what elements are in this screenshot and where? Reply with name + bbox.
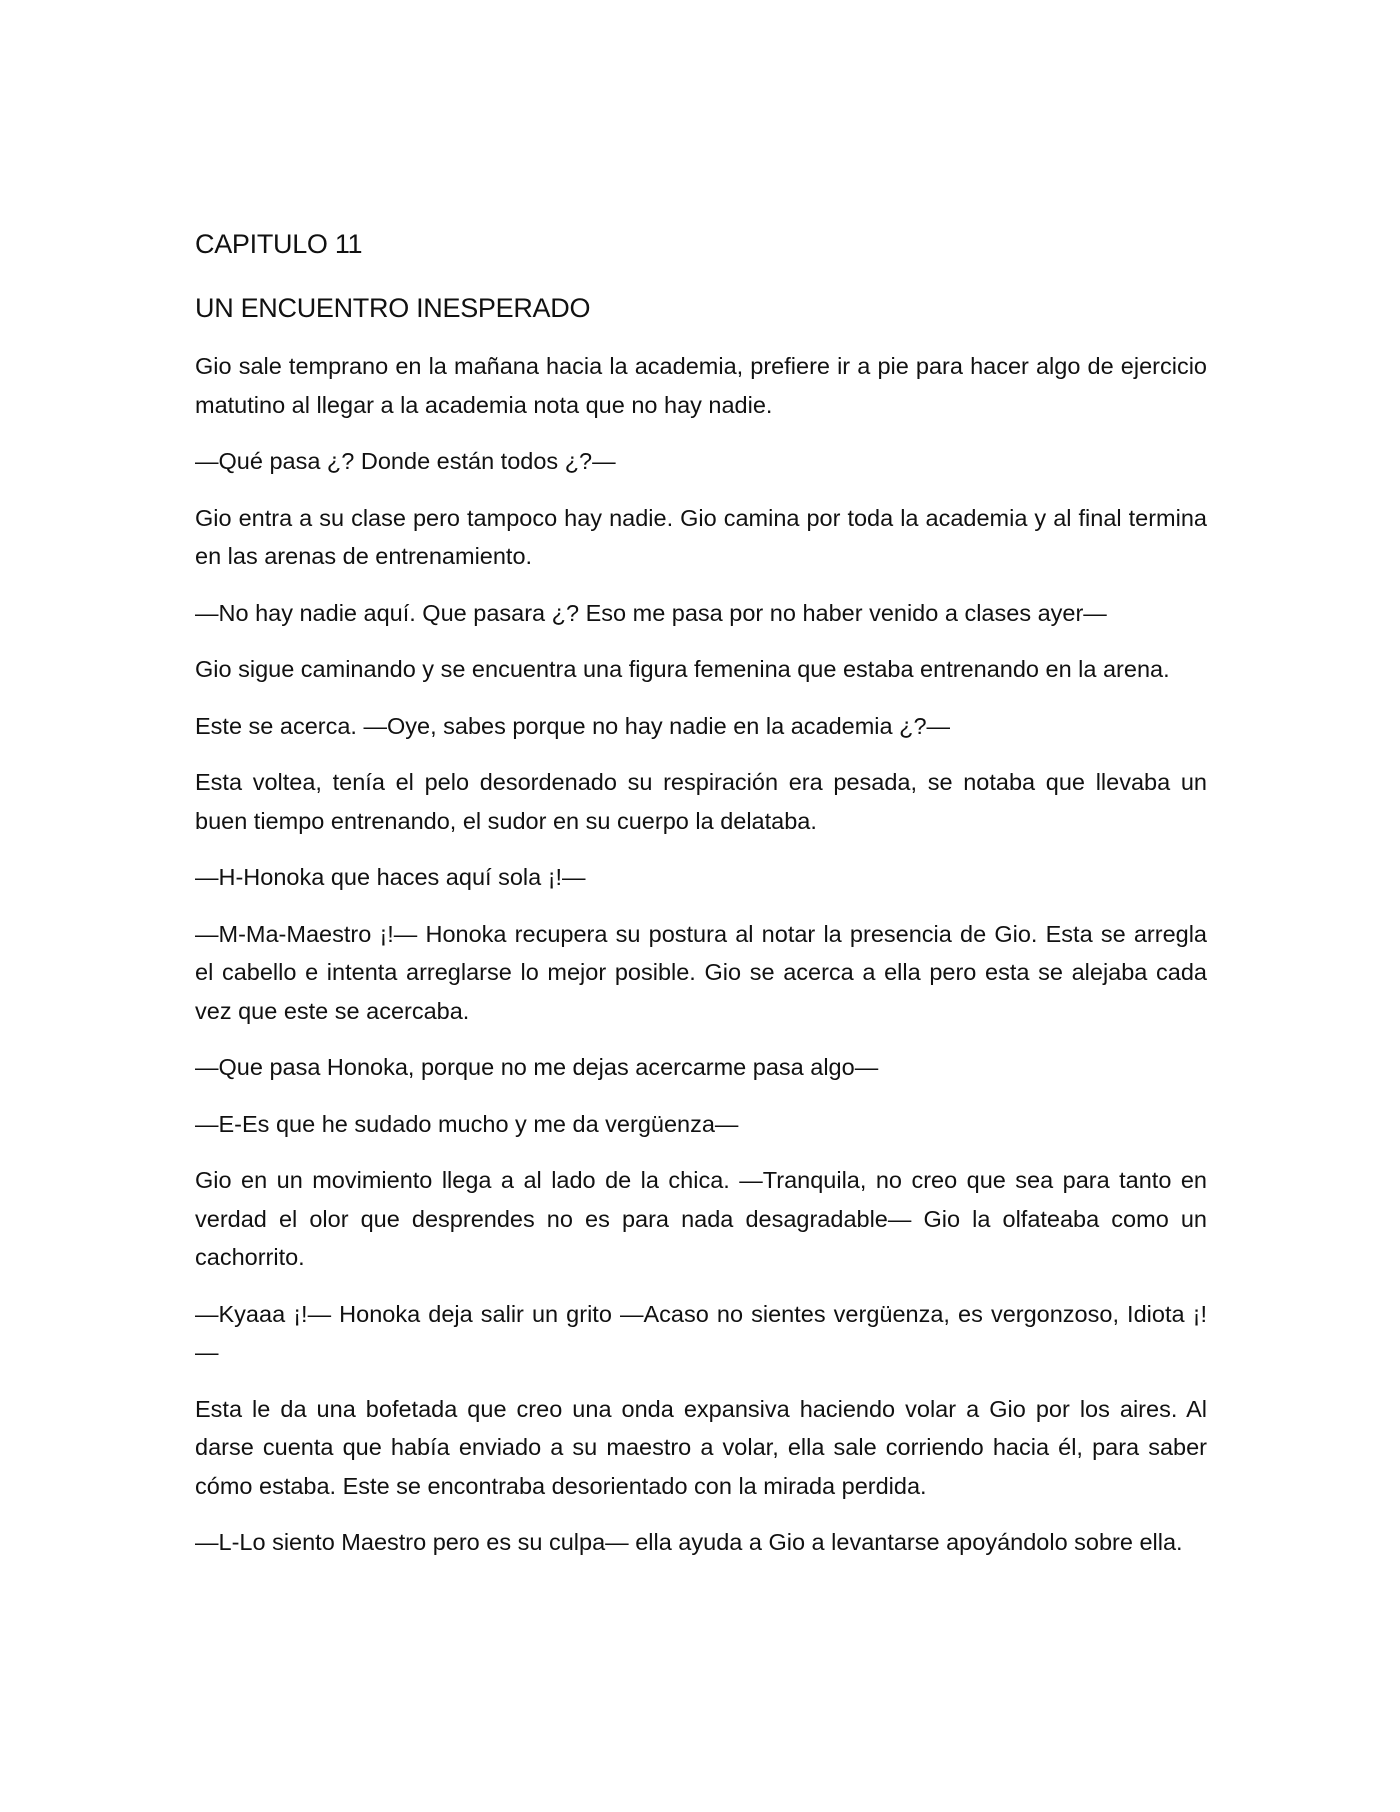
paragraph: Gio en un movimiento llega a al lado de la chica. —Tranquila, no creo que sea para tanto en verdad el olor que desprendes no es para nada desagradable— Gio la olfateaba como un cachorrito.: [195, 1167, 1207, 1270]
paragraph: Esta le da una bofetada que creo una onda expansiva haciendo volar a Gio por los aires. Al darse cuenta que había enviado a su maestro a volar, ella sale corriendo hacia él, para saber cómo estaba. Este se encontraba desorientado con la mirada perdida.: [195, 1395, 1207, 1499]
paragraph: —M-Ma-Maestro ¡!— Honoka recupera su postura al notar la presencia de Gio. Esta se arregla el cabello e intenta arreglarse lo mejor posible. Gio se acerca a ella pero esta se alejaba cada vez que este se acercaba.: [195, 920, 1207, 1024]
chapter-title: UN ENCUENTRO INESPERADO: [195, 293, 591, 323]
dialogue-line: —No hay nadie aquí. Que pasara ¿? Eso me pasa por no haber venido a clases ayer—: [195, 599, 1107, 626]
dialogue-line: —Que pasa Honoka, porque no me dejas acercarme pasa algo—: [195, 1054, 879, 1080]
dialogue-line: —Qué pasa ¿? Donde están todos ¿?—: [195, 448, 616, 474]
paragraph: Esta voltea, tenía el pelo desordenado su respiración era pesada, se notaba que llevaba un buen tiempo entrenando, el sudor en su cuerpo la delataba.: [195, 769, 1207, 834]
paragraph: Gio entra a su clase pero tampoco hay nadie. Gio camina por toda la academia y al final termina en las arenas de entrenamiento.: [195, 504, 1207, 569]
dialogue-line: —Kyaaa ¡!— Honoka deja salir un grito —Acaso no sientes vergüenza, es vergonzoso, Idiota ¡!—: [195, 1300, 1207, 1365]
chapter-label: CAPITULO 11: [195, 229, 363, 259]
paragraph: Gio sale temprano en la mañana hacia la academia, prefiere ir a pie para hacer algo de ejercicio matutino al llegar a la academia nota que no hay nadie.: [195, 353, 1207, 418]
paragraph: —L-Lo siento Maestro pero es su culpa— ella ayuda a Gio a levantarse apoyándolo sobre ella.: [195, 1529, 1183, 1555]
dialogue-line: —H-Honoka que haces aquí sola ¡!—: [195, 864, 586, 890]
dialogue-line: —E-Es que he sudado mucho y me da vergüenza—: [195, 1110, 739, 1137]
paragraph: Este se acerca. —Oye, sabes porque no hay nadie en la academia ¿?—: [195, 712, 951, 739]
page-content: [195, 226, 1207, 1580]
paragraph: Gio sigue caminando y se encuentra una figura femenina que estaba entrenando en la arena.: [195, 656, 1170, 682]
